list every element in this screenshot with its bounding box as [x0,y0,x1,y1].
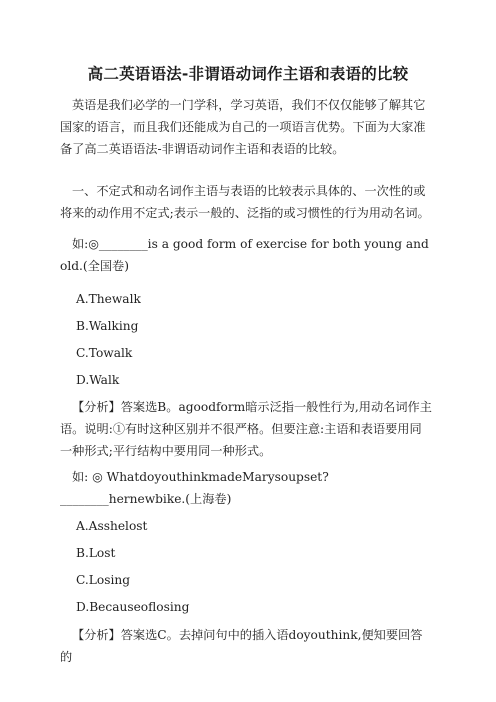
question-2-option-b: B.Lost [76,546,116,560]
question-2-analysis: 【分析】答案选C。去掉问句中的插入语doyouthink,便知要回答的 [60,628,423,664]
section-1-paragraph: 一、不定式和动名词作主语与表语的比较表示具体的、一次性的或将来的动作用不定式;表示一般的、泛指的或习惯性的行为用动名词。 [60,184,430,220]
question-1-analysis: 【分析】答案选B。agoodform暗示泛指一般性行为,用动名词作主语。说明:①有时这种区别并不很严格。但要注意:主语和表语要用同一种形式;平行结构中要用同一种形式。 [60,400,432,458]
question-2-option-d: D.Becauseoflosing [76,600,190,614]
question-2-option-c: C.Losing [76,573,130,587]
intro-paragraph: 英语是我们必学的一门学科，学习英语，我们不仅仅能够了解其它国家的语言，而且我们还能成为自己的一项语言优势。下面为大家准备了高二英语语法-非谓语动词作主语和表语的比较。 [60,98,426,156]
question-1-option-d: D.Walk [76,373,120,387]
question-2-option-a: A.Asshelost [76,519,148,533]
question-1-option-c: C.Towalk [76,346,133,360]
question-2-stem: 如: ◎ WhatdoyouthinkmadeMarysoupset?________hernewbike.(上海卷) [60,470,329,506]
page-title: 高二英语语法-非谓语动词作主语和表语的比较 [87,65,409,83]
question-1-option-a: A.Thewalk [76,292,141,306]
question-1-option-b: B.Walking [76,319,139,333]
question-1-stem: 如:◎________is a good form of exercise for both young and old.(全国卷) [60,237,429,273]
